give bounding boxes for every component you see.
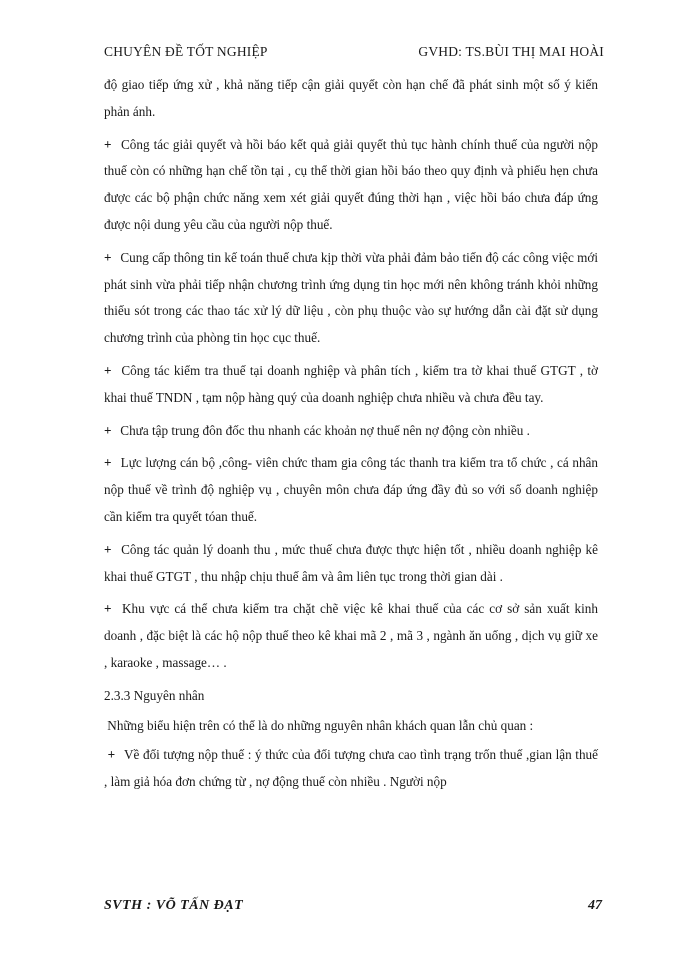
plus-bullet-icon: + xyxy=(104,136,112,152)
paragraph: độ giao tiếp ứng xử , khả năng tiếp cận giải quyết còn hạn chế đã phát sinh một số ý kiến phản ánh. xyxy=(104,77,598,119)
paragraph: Những biểu hiện trên có thể là do những nguyên nhân khách quan lẫn chủ quan : xyxy=(107,717,534,733)
plus-bullet-icon: + xyxy=(104,601,112,617)
footer-student: SVTH : VÕ TẤN ĐẠT xyxy=(104,898,244,913)
bullet-paragraph: + Công tác giải quyết và hồi báo kết quả giải quyết thủ tục hành chính thuế của người nộp thuế còn có những hạn chế tồn tại , cụ thể thời gian hồi báo theo quy định và phiếu hẹn chưa được các bộ phận chức năng xem xét giải quyết đúng thời hạn , việc hồi báo chưa đáp ứng được nội dung yêu cầu của người nộp thuế. xyxy=(104,132,598,239)
page-footer xyxy=(104,898,604,918)
bullet-paragraph: + Cung cấp thông tin kế toán thuế chưa kịp thời vừa phải đảm bảo tiến độ các công việc mới phát sinh vừa phải tiếp nhận chương trình ứng dụng tin học mới nên không tránh khỏi những thiếu sót trong các thao tác xử lý dữ liệu , còn phụ thuộc vào sự hướng dẫn cài đặt sử dụng chương trình của phòng tin học cục thuế. xyxy=(104,245,598,352)
section-heading: 2.3.3 Nguyên nhân xyxy=(104,687,205,703)
plus-bullet-icon: + xyxy=(104,422,112,438)
plus-bullet-icon: + xyxy=(104,249,112,265)
body-text xyxy=(104,72,598,802)
page-header xyxy=(104,44,604,64)
header-title: CHUYÊN ĐỀ TỐT NGHIỆP xyxy=(104,44,268,59)
page-number: 47 xyxy=(588,898,602,913)
bullet-paragraph: + Khu vực cá thể chưa kiểm tra chặt chẽ việc kê khai thuế của các cơ sở sản xuất kinh doanh , đặc biệt là các hộ nộp thuế theo kê khai mã 2 , mã 3 , ngành ăn uống , dịch vụ giữ xe , karaoke , massage… . xyxy=(104,596,598,676)
bullet-paragraph: + Về đối tượng nộp thuế : ý thức của đối tượng chưa cao tình trạng trốn thuế ,gian lận thuế , làm giả hóa đơn chứng từ , nợ động thuế còn nhiều . Người nộp xyxy=(104,742,598,796)
bullet-paragraph: + Chưa tập trung đôn đốc thu nhanh các khoản nợ thuế nên nợ động còn nhiều . xyxy=(104,418,598,445)
plus-bullet-icon: + xyxy=(104,362,112,378)
plus-bullet-icon: + xyxy=(107,747,116,763)
bullet-paragraph: + Công tác quản lý doanh thu , mức thuế chưa được thực hiện tốt , nhiều doanh nghiệp kê khai thuế GTGT , thu nhập chịu thuế âm và âm liên tục trong thời gian dài . xyxy=(104,537,598,591)
plus-bullet-icon: + xyxy=(104,455,112,471)
bullet-paragraph: + Lực lượng cán bộ ,công- viên chức tham gia công tác thanh tra kiểm tra tổ chức , cá nhân nộp thuế về trình độ nghiệp vụ , chuyên môn chưa đáp ứng đầy đủ so với số doanh nghiệp cần kiểm tra quyết tóan thuế. xyxy=(104,450,598,530)
bullet-paragraph: + Công tác kiểm tra thuế tại doanh nghiệp và phân tích , kiểm tra tờ khai thuế GTGT , tờ khai thuế TNDN , tạm nộp hàng quý của doanh nghiệp chưa nhiều và chưa đều tay. xyxy=(104,358,598,412)
plus-bullet-icon: + xyxy=(104,541,112,557)
header-advisor: GVHD: TS.BÙI THỊ MAI HOÀI xyxy=(418,44,604,59)
